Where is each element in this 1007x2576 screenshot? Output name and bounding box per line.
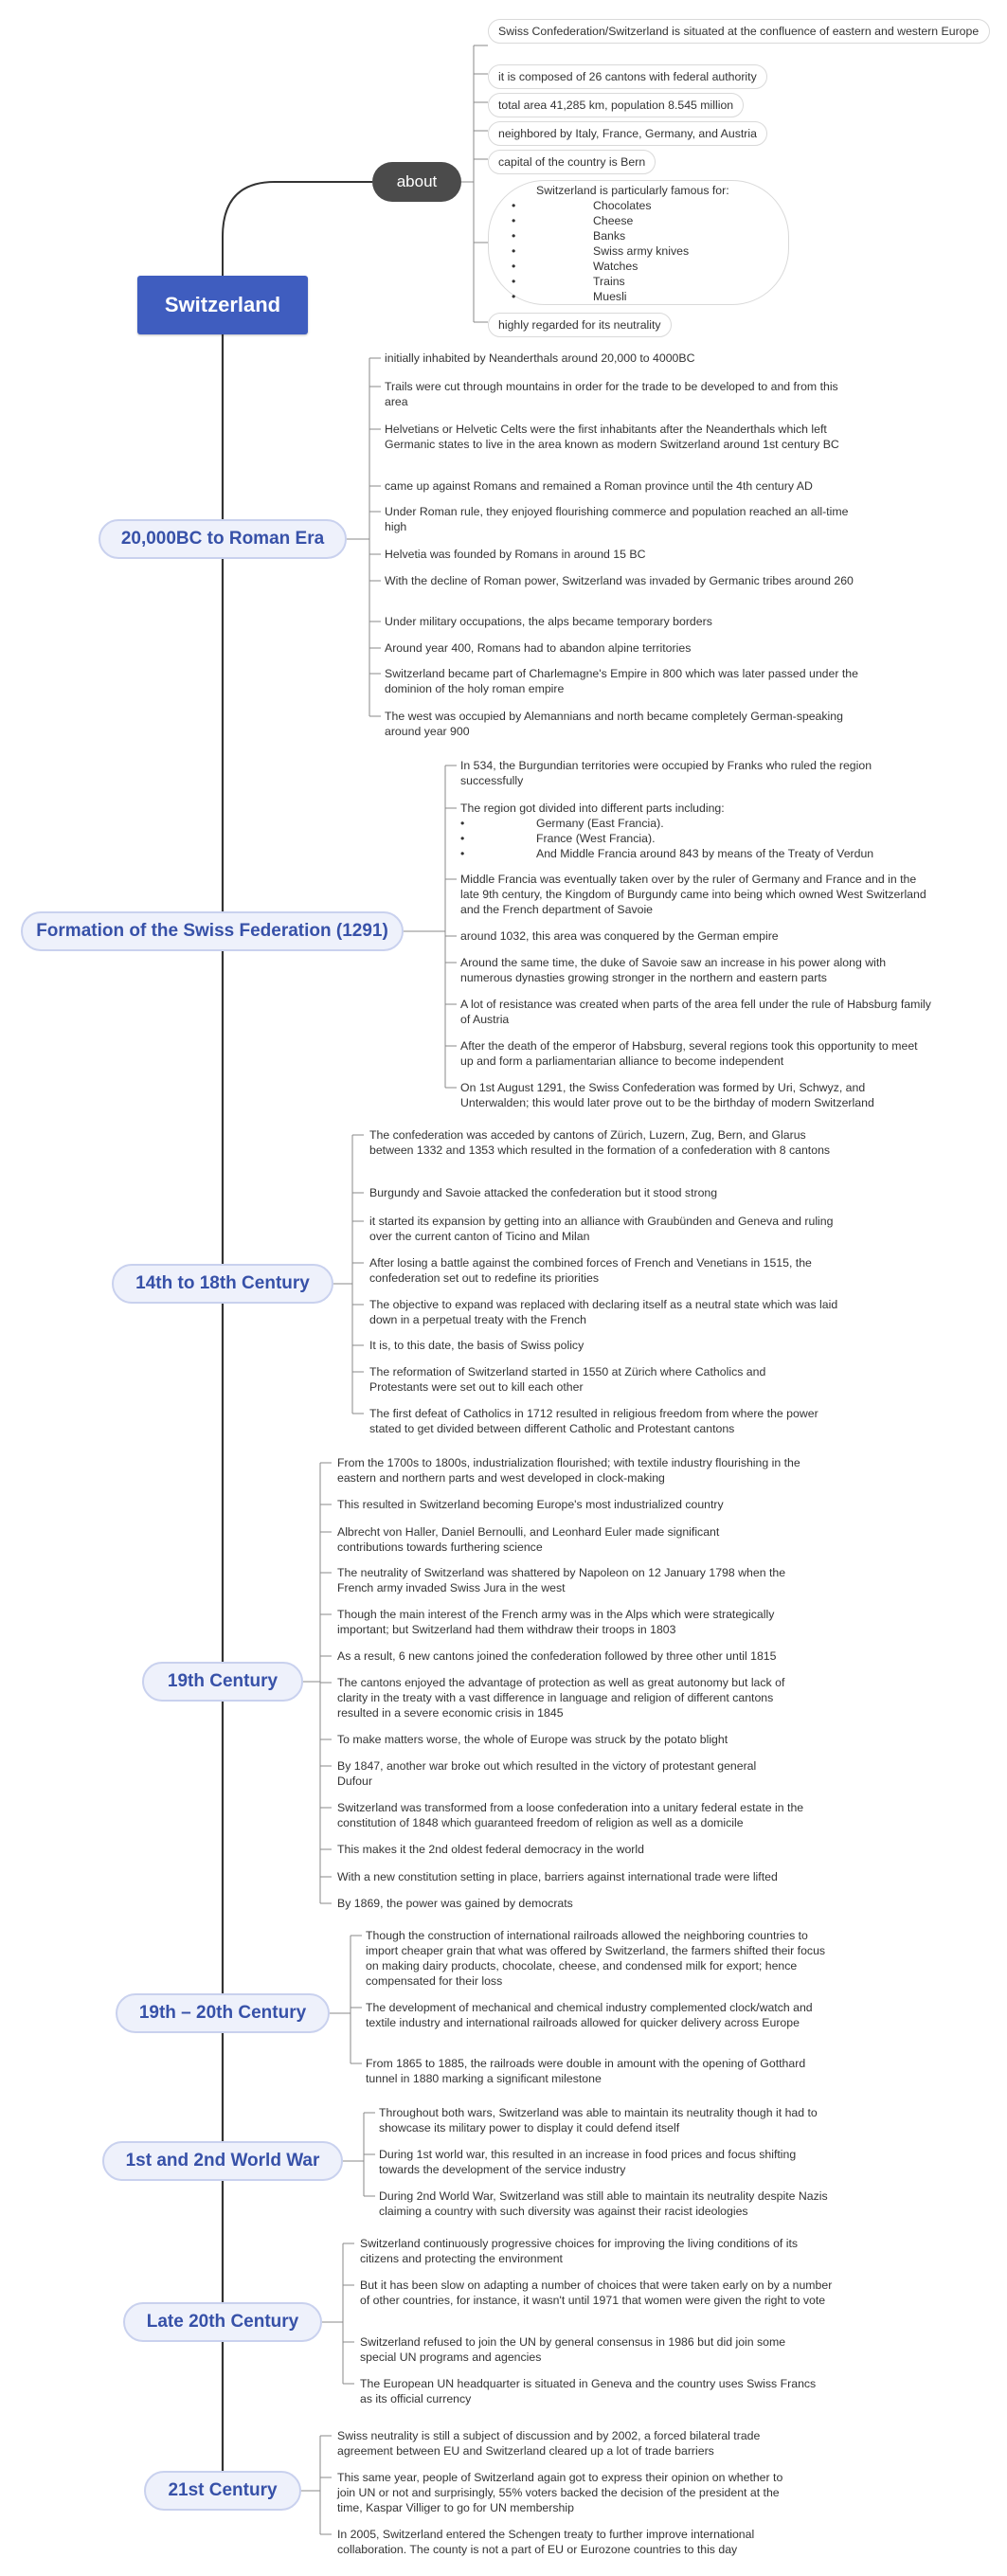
branch-late-20th-century[interactable]: Late 20th Century (123, 2302, 322, 2342)
leaf-item: The development of mechanical and chemical industry complemented clock/watch and textile industry and international railroads allowed for quicker delivery across Europe (366, 2001, 813, 2029)
leaf-item: Helvetia was founded by Romans in around 15 BC (385, 548, 646, 561)
about-item-capital: capital of the country is Bern (488, 150, 656, 174)
leaf-item: Though the main interest of the French army was in the Alps which were strategically important; but Switzerland had them withdraw their troops in 1803 (337, 1608, 775, 1636)
leaf-item: The European UN headquarter is situated in Geneva and the country uses Swiss Francs as its official currency (360, 2377, 817, 2405)
leaf-item: Trails were cut through mountains in order for the trade to be developed to and from this area (385, 380, 838, 408)
leaf-item: Albrecht von Haller, Daniel Bernoulli, and Leonhard Euler made significant contributions towards furthering science (337, 1525, 720, 1554)
division-intro: The region got divided into different parts including: (460, 802, 725, 815)
division-item: • France (West Francia). (460, 832, 656, 845)
about-item-neutrality: highly regarded for its neutrality (488, 313, 672, 337)
leaf-item: As a result, 6 new cantons joined the confederation followed by three other until 1815 (337, 1649, 777, 1663)
leaf-item: This same year, people of Switzerland again got to express their opinion on whether to join UN or not and surprisingly, 55% voters backed the decision of the president at the time, Kaspar Villiger to go for UN membership (337, 2471, 783, 2514)
about-item-area: total area 41,285 km, population 8.545 million (488, 93, 744, 117)
leaf-item: The first defeat of Catholics in 1712 resulted in religious freedom from where the power stated to get divided between different Catholic and Protestant cantons (369, 1407, 818, 1435)
about-item-neighbors: neighbored by Italy, France, Germany, and Austria (488, 121, 767, 146)
leaf-item: Switzerland continuously progressive choices for improving the living conditions of its citizens and protecting the environment (360, 2237, 799, 2265)
leaf-item: Around the same time, the duke of Savoie saw an increase in his power along with numerous dynasties growing stronger in the northern and eastern parts (460, 956, 887, 984)
leaf-item: The west was occupied by Alemannians and north became completely German-speaking around year 900 (385, 710, 843, 738)
leaf-item: In 534, the Burgundian territories were occupied by Franks who ruled the region successfully (460, 759, 872, 787)
branch-world-wars[interactable]: 1st and 2nd World War (102, 2141, 343, 2181)
leaf-item: This resulted in Switzerland becoming Europe's most industrialized country (337, 1498, 724, 1511)
leaf-item: Switzerland became part of Charlemagne's Empire in 800 which was later passed under the dominion of the holy roman empire (385, 667, 858, 695)
about-item-cantons: it is composed of 26 cantons with federal authority (488, 64, 767, 89)
leaf-item: Though the construction of international railroads allowed the neighboring countries to import cheaper grain that what was offered by Switzerland, the farmers shifted their focus on making dairy products, chocolate, cheese, and condensed milk for export; hence compensated for their loss (366, 1929, 826, 1988)
division-item: • Germany (East Francia). (460, 817, 664, 830)
leaf-item: Swiss neutrality is still a subject of discussion and by 2002, a forced bilateral trade agreement between EU and Switzerland cleared up a lot of trade barriers (337, 2429, 761, 2458)
leaf-item: came up against Romans and remained a Roman province until the 4th century AD (385, 479, 813, 493)
leaf-item: A lot of resistance was created when parts of the area fell under the rule of Habsburg family of Austria (460, 998, 931, 1026)
leaf-item: From 1865 to 1885, the railroads were double in amount with the opening of Gotthard tunnel in 1880 marking a significant milestone (366, 2057, 806, 2085)
leaf-item: Under Roman rule, they enjoyed flourishing commerce and population reached an all-time high (385, 505, 849, 533)
branch-14th-18th-century[interactable]: 14th to 18th Century (112, 1264, 333, 1304)
leaf-item: From the 1700s to 1800s, industrialization flourished; with textile industry flourishing in the eastern and northern parts and west developed in clock-making (337, 1456, 800, 1485)
leaf-item: The cantons enjoyed the advantage of protection as well as great autonomy but lack of clarity in the treaty with a vast difference in language and religion of different cantons resulted in a severe economic crisis in 1845 (337, 1676, 785, 1720)
leaf-item: By 1869, the power was gained by democrats (337, 1897, 573, 1910)
leaf-item: With a new constitution setting in place, barriers against international trade were lifted (337, 1870, 778, 1883)
leaf-item: Switzerland was transformed from a loose confederation into a unitary federal estate in the constitution of 1848 which guaranteed freedom of religion as well as a domicile (337, 1801, 804, 1829)
leaf-item: The confederation was acceded by cantons of Zürich, Luzern, Zug, Bern, and Glarus between 1332 and 1353 which resulted in the formation of a confederation with 8 cantons (369, 1128, 831, 1157)
famous-intro: Switzerland is particularly famous for: (536, 184, 729, 197)
branch-20000bc-roman-era[interactable]: 20,000BC to Roman Era (99, 519, 347, 559)
about-item-location: Swiss Confederation/Switzerland is situated at the confluence of eastern and western Europe (488, 19, 990, 44)
leaf-item: With the decline of Roman power, Switzerland was invaded by Germanic tribes around 260 (385, 574, 854, 587)
leaf-item: Middle Francia was eventually taken over by the ruler of Germany and France and in the late 9th century, the Kingdom of Burgundy came into being which owned West Switzerland and the French department of Savoie (460, 873, 926, 916)
leaf-item: On 1st August 1291, the Swiss Confederation was formed by Uri, Schwyz, and Unterwalden; this would later prove out to be the birthday of modern Switzerland (460, 1081, 874, 1109)
leaf-item: The objective to expand was replaced with declaring itself as a neutral state which was laid down in a perpetual treaty with the French (369, 1298, 838, 1326)
leaf-item: To make matters worse, the whole of Europe was struck by the potato blight (337, 1733, 728, 1746)
leaf-item: Switzerland refused to join the UN by general consensus in 1986 but did join some special UN programs and agencies (360, 2335, 786, 2364)
leaf-item-division (460, 801, 934, 861)
leaf-item: The reformation of Switzerland started in 1550 at Zürich where Catholics and Protestants were set out to kill each other (369, 1365, 766, 1394)
leaf-item: In 2005, Switzerland entered the Schengen treaty to further improve international collaboration. The county is not a part of EU or Eurozone countries to this day (337, 2528, 755, 2556)
leaf-item: But it has been slow on adapting a number of choices that were taken early on by a number of other countries, for instance, it wasn't until 1971 that women were given the right to vote (360, 2279, 833, 2307)
leaf-item: After the death of the emperor of Habsburg, several regions took this opportunity to meet up and form a parliamentarian alliance to become independent (460, 1039, 918, 1068)
leaf-item: Throughout both wars, Switzerland was able to maintain its neutrality though it had to showcase its military power to display it could defend itself (379, 2106, 818, 2135)
leaf-item: initially inhabited by Neanderthals around 20,000 to 4000BC (385, 351, 695, 365)
about-topic[interactable]: about (372, 162, 461, 202)
leaf-item: Burgundy and Savoie attacked the confederation but it stood strong (369, 1186, 718, 1199)
leaf-item: it started its expansion by getting into an alliance with Graubünden and Geneva and ruling over the current canton of Ticino and Milan (369, 1215, 834, 1243)
leaf-item: This makes it the 2nd oldest federal democracy in the world (337, 1843, 644, 1856)
branch-19th-20th-century[interactable]: 19th – 20th Century (116, 1993, 330, 2033)
branch-formation-swiss-federation[interactable]: Formation of the Swiss Federation (1291) (21, 911, 404, 951)
about-item-famous-for: Switzerland is particularly famous for: • Chocolates • Cheese • Banks • Swiss army knives • Watches • Trains • Muesli (488, 180, 789, 305)
leaf-item: During 1st world war, this resulted in an increase in food prices and focus shifting towards the development of the service industry (379, 2148, 797, 2176)
leaf-item: around 1032, this area was conquered by the German empire (460, 929, 779, 943)
leaf-item: Around year 400, Romans had to abandon alpine territories (385, 641, 692, 655)
branch-21st-century[interactable]: 21st Century (144, 2471, 301, 2511)
branch-19th-century[interactable]: 19th Century (142, 1662, 303, 1702)
leaf-item: The neutrality of Switzerland was shattered by Napoleon on 12 January 1798 when the French army invaded Swiss Jura in the west (337, 1566, 786, 1594)
leaf-item: Under military occupations, the alps became temporary borders (385, 615, 712, 628)
leaf-item: Helvetians or Helvetic Celts were the first inhabitants after the Neanderthals which left Germanic states to live in the area known as modern Switzerland around 1st century BC (385, 423, 839, 451)
about-connector (223, 182, 372, 276)
leaf-item: During 2nd World War, Switzerland was still able to maintain its neutrality despite Nazis claiming a country with such diversity was against their racist ideologies (379, 2189, 828, 2218)
root-topic[interactable]: Switzerland (137, 276, 308, 334)
leaf-item: It is, to this date, the basis of Swiss policy (369, 1339, 584, 1352)
leaf-item: By 1847, another war broke out which resulted in the victory of protestant general Dufour (337, 1759, 757, 1788)
division-item: • And Middle Francia around 843 by means of the Treaty of Verdun (460, 847, 874, 860)
leaf-item: After losing a battle against the combined forces of French and Venetians in 1515, the confederation set out to redefine its priorities (369, 1256, 812, 1285)
